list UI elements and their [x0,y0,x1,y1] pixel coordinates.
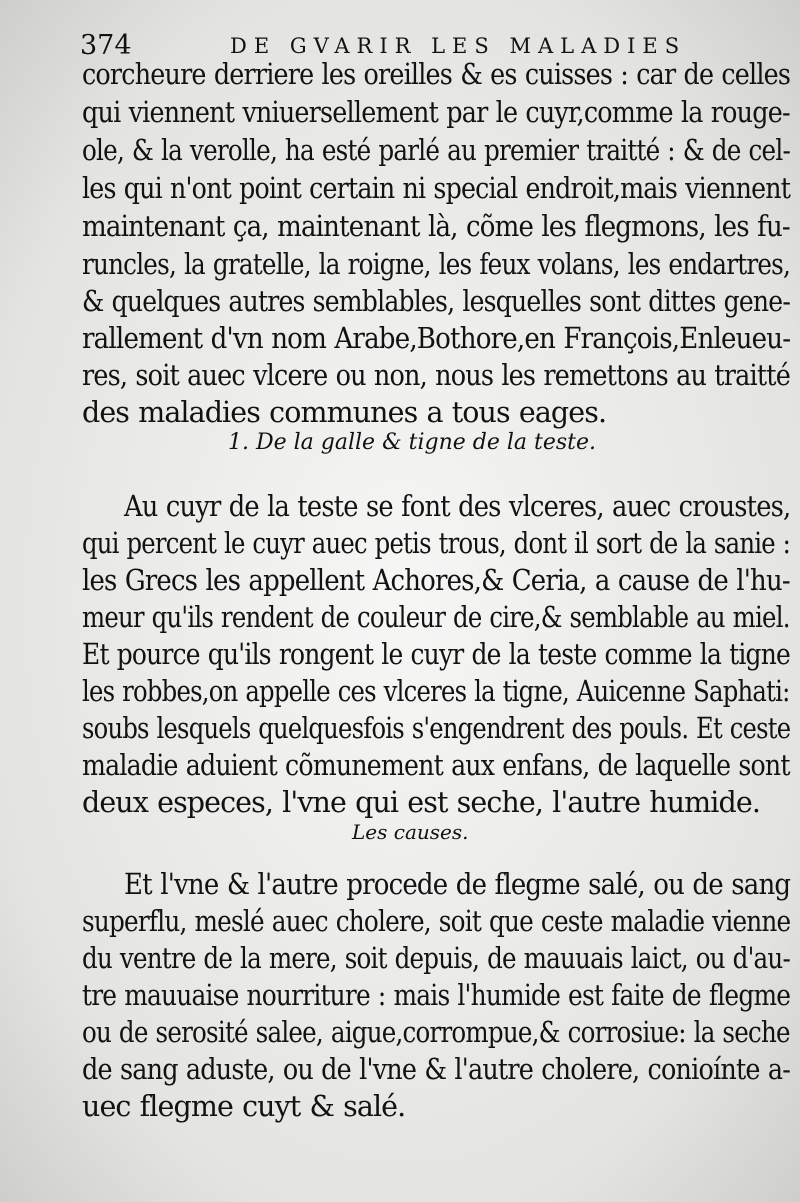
text-line: res, soit auec vlcere ou non, nous les remettons au traitté [82,359,790,392]
text-line: qui viennent vniuersellement par le cuyr,comme la rouge- [82,96,790,129]
text-line: corcheure derriere les oreilles & es cuisses : car de celles [82,58,791,91]
text-line: & quelques autres semblables, lesquelles sont dittes gene- [82,285,791,318]
text-line: maintenant ça, maintenant là, cõme les flegmons, les fu- [82,210,790,243]
text-line: runcles, la gratelle, la roigne, les feux volans, les endartres, [82,248,791,281]
text-line: Et l'vne & l'autre procede de flegme salé, ou de sang [124,868,791,901]
text-line: tre mauuaise nourriture : mais l'humide est faite de flegme [82,979,791,1012]
text-line: Et pource qu'ils rongent le cuyr de la teste comme la tigne [82,638,791,671]
text-line: de sang aduste, ou de l'vne & l'autre cholere, conioínte a- [82,1053,791,1086]
text-line: les qui n'ont point certain ni special endroit,mais viennent [82,172,791,205]
text-line: soubs lesquels quelquesfois s'engendrent des pouls. Et ceste [82,712,791,745]
text-line: meur qu'ils rendent de couleur de cire,& semblable au miel. [82,601,790,634]
text-line: maladie aduient cõmunement aux enfans, de laquelle sont [82,749,790,782]
text-line: uec flegme cuyt & salé. [82,1090,406,1123]
text-line: les Grecs les appellent Achores,& Ceria, a cause de l'hu- [82,564,790,597]
text-line: deux especes, l'vne qui est seche, l'autre humide. [82,786,760,819]
text-line: du ventre de la mere, soit depuis, de mauuais laict, ou d'au- [82,942,790,975]
causes-heading: Les causes. [352,820,469,844]
section-heading: 1. De la galle & tigne de la teste. [228,430,597,455]
page-number: 374 [80,30,132,61]
text-line: rallement d'vn nom Arabe,Bothore,en François,Enleueu- [82,322,791,355]
text-line: qui percent le cuyr auec petis trous, dont il sort de la sanie : [82,527,791,560]
text-line: les robbes,on appelle ces vlceres la tigne, Auicenne Saphati: [82,675,790,708]
text-line: Au cuyr de la teste se font des vlceres, auec croustes, [124,490,791,523]
text-line: des maladies communes a tous eages. [82,396,607,429]
text-line: ole, & la verolle, ha esté parlé au premier traitté : & de cel- [82,134,790,167]
text-line: ou de serosité salee, aigue,corrompue,& corrosiue: la seche [82,1016,790,1049]
running-head: DE GVARIR LES MALADIES [230,34,687,58]
text-line: superflu, meslé auec cholere, soit que ceste maladie vienne [82,905,791,938]
